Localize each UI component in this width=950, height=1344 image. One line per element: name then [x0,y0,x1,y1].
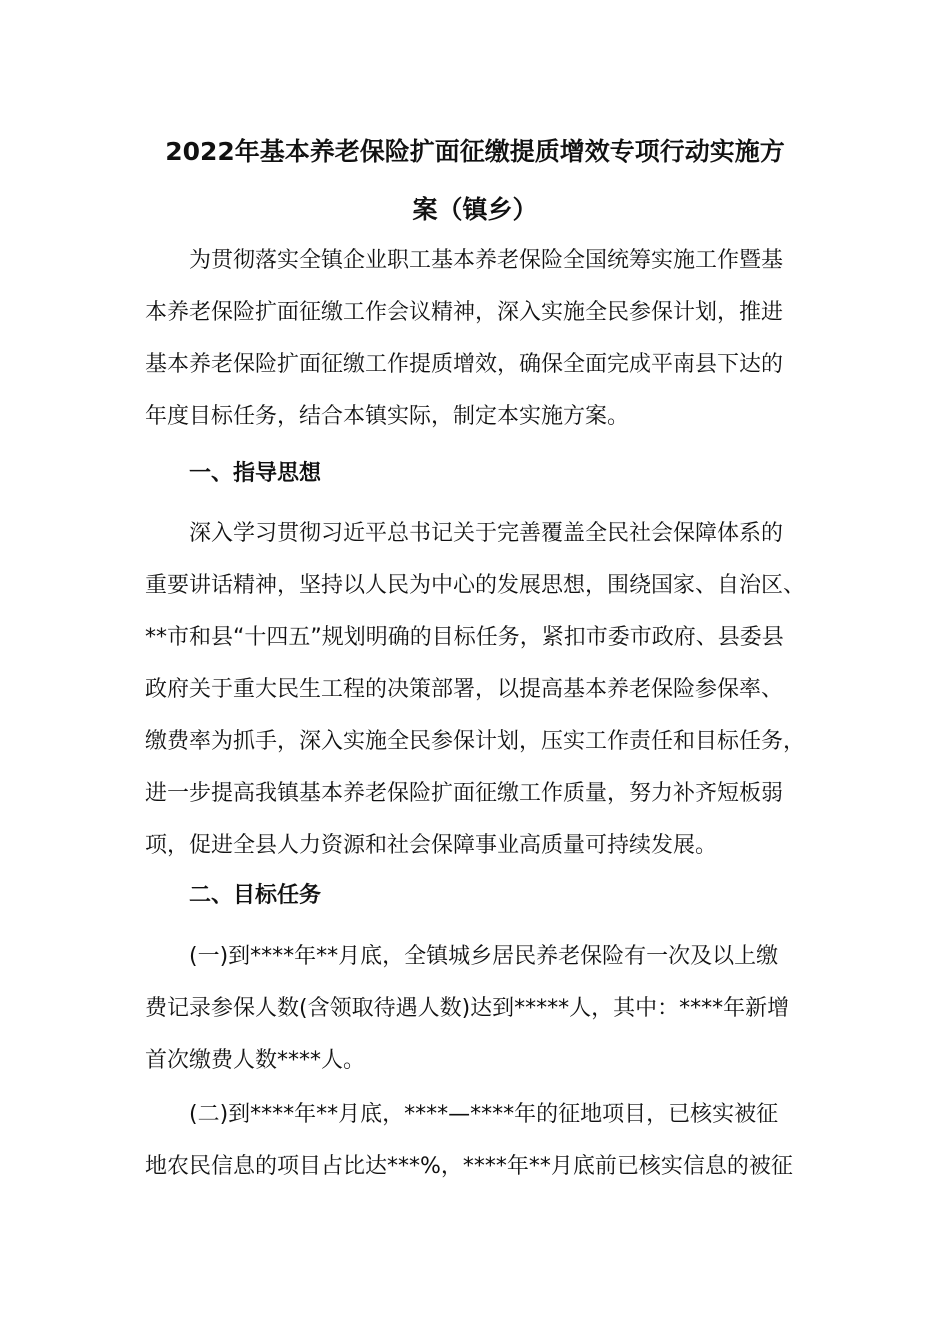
item1-line-3: 首次缴费人数****人。 [145,1048,366,1073]
section1-line-6: 进一步提高我镇基本养老保险扩面征缴工作质量，努力补齐短板弱 [145,781,784,806]
section1-paragraph [145,508,810,872]
section2-item1-paragraph [145,931,810,1087]
section1-line-7: 项，促进全县人力资源和社会保障事业高质量可持续发展。 [145,833,718,858]
item1-line-1: (一)到****年**月底，全镇城乡居民养老保险有一次及以上缴 [189,944,779,969]
intro-paragraph [145,235,810,443]
section1-line-4: 政府关于重大民生工程的决策部署，以提高基本养老保险参保率、 [145,677,784,702]
document-title [120,123,830,239]
section1-line-2: 重要讲话精神，坚持以人民为中心的发展思想，围绕国家、自治区、 [145,573,806,598]
title-line-1: 2022年基本养老保险扩面征缴提质增效专项行动实施方 [165,137,785,166]
section1-line-1: 深入学习贯彻习近平总书记关于完善覆盖全民社会保障体系的 [189,521,784,546]
intro-line-2: 本养老保险扩面征缴工作会议精神，深入实施全民参保计划，推进 [145,300,784,325]
intro-line-1: 为贯彻落实全镇企业职工基本养老保险全国统筹实施工作暨基 [189,248,784,273]
title-line-2: 案（镇乡） [412,195,538,224]
section1-line-5: 缴费率为抓手，深入实施全民参保计划，压实工作责任和目标任务， [145,729,806,754]
section1-line-3: **市和县“十四五”规划明确的目标任务，紧扣市委市政府、县委县 [145,625,784,650]
section-heading-1: 一、指导思想 [189,461,322,486]
intro-line-4: 年度目标任务，结合本镇实际，制定本实施方案。 [145,404,630,429]
intro-line-3: 基本养老保险扩面征缴工作提质增效，确保全面完成平南县下达的 [145,352,784,377]
section-heading-2: 二、目标任务 [189,883,322,908]
item1-line-2: 费记录参保人数(含领取待遇人数)达到*****人，其中：****年新增 [145,996,790,1021]
section2-item2-paragraph [145,1089,810,1193]
item2-line-1: (二)到****年**月底，****—****年的征地项目，已核实被征 [189,1102,779,1127]
item2-line-2: 地农民信息的项目占比达***%，****年**月底前已核实信息的被征 [145,1154,793,1179]
